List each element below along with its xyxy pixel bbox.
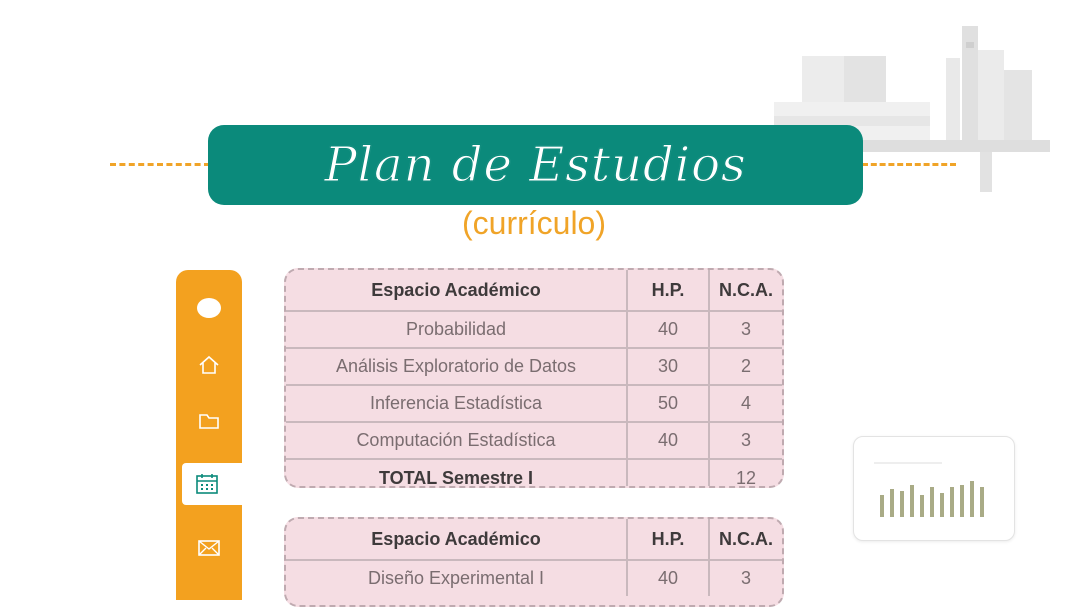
- mail-icon[interactable]: [196, 537, 222, 559]
- table-total-row: [286, 460, 782, 488]
- table-row: [286, 561, 782, 596]
- column-header: N.C.A.: [719, 279, 773, 300]
- profile-dot-icon[interactable]: [197, 298, 221, 318]
- hours-value: 40: [628, 423, 710, 458]
- hours-value: 40: [628, 561, 710, 596]
- page-title: Plan de Estudios: [324, 137, 747, 193]
- dashed-line-right: [862, 163, 956, 166]
- credits-value: 3: [740, 430, 751, 450]
- table-row: [286, 349, 782, 386]
- credits-value: 3: [740, 319, 751, 339]
- dashed-line-left: [110, 163, 210, 166]
- sidebar-item-calendar[interactable]: [182, 463, 248, 505]
- course-name: Diseño Experimental I: [286, 561, 628, 596]
- home-icon[interactable]: [196, 354, 222, 376]
- chart-card-illustration: [853, 436, 1015, 541]
- mini-bar-chart-icon: [854, 437, 1014, 540]
- sidebar: [176, 270, 242, 600]
- credits-value: 3: [740, 568, 751, 588]
- page-subtitle: (currículo): [461, 205, 606, 241]
- table-row: [286, 386, 782, 423]
- credits-value: 2: [740, 356, 751, 376]
- course-name: Probabilidad: [286, 312, 628, 347]
- table-row: [286, 312, 782, 349]
- total-label: TOTAL Semestre I: [286, 460, 628, 488]
- title-banner: [208, 125, 863, 205]
- course-name: Computación Estadística: [286, 423, 628, 458]
- total-hours: [628, 460, 710, 488]
- table-row: [286, 423, 782, 460]
- curriculum-table-semester-1: [284, 268, 784, 488]
- calendar-icon: [194, 473, 220, 495]
- total-credits: 12: [735, 467, 757, 488]
- column-header: N.C.A.: [719, 528, 773, 549]
- course-name: Análisis Exploratorio de Datos: [286, 349, 628, 384]
- curriculum-table-semester-2: [284, 517, 784, 607]
- hours-value: 50: [628, 386, 710, 421]
- column-header: Espacio Académico: [286, 270, 628, 310]
- column-header: Espacio Académico: [286, 519, 628, 559]
- credits-value: 4: [740, 393, 751, 413]
- table-header-row: [286, 270, 782, 312]
- course-name: Inferencia Estadística: [286, 386, 628, 421]
- hours-value: 30: [628, 349, 710, 384]
- hours-value: 40: [628, 312, 710, 347]
- column-header: H.P.: [628, 270, 710, 310]
- folder-icon[interactable]: [196, 410, 222, 432]
- table-header-row: [286, 519, 782, 561]
- column-header: H.P.: [628, 519, 710, 559]
